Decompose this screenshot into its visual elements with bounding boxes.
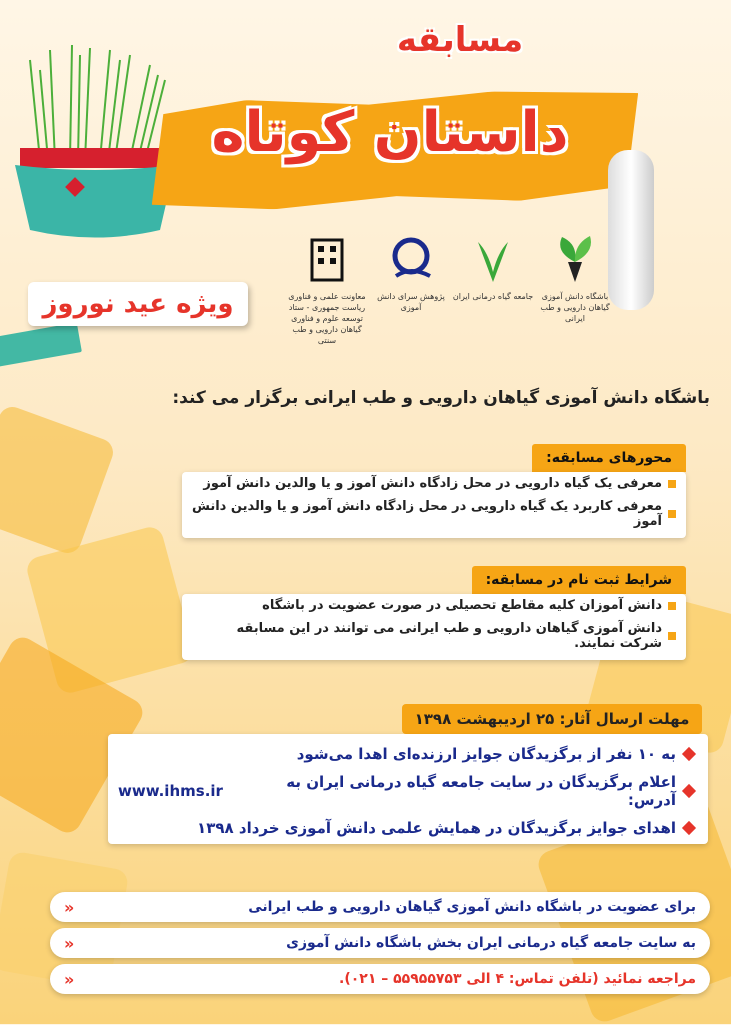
- footer-line: به سایت جامعه گیاه درمانی ایران بخش باشگاه دانش آموزی: [286, 935, 696, 951]
- list-item: دانش آموزان کلیه مقاطع تحصیلی در صورت عضویت در باشگاه: [182, 594, 686, 617]
- logo-society: جامعه گیاه درمانی ایران: [448, 232, 538, 302]
- bullet-icon: [668, 480, 676, 488]
- double-chevron-icon: «: [64, 897, 75, 917]
- footer-row: [50, 964, 710, 994]
- footer-line: مراجعه نمائید (تلفن تماس: ۴ الی ۵۵۹۵۵۷۵۳ – ۰۲۱).: [339, 971, 696, 987]
- building-logo-icon: [302, 232, 352, 288]
- bullet-icon: [668, 602, 676, 610]
- themes-box: [182, 472, 686, 538]
- decor-square: [0, 403, 117, 557]
- list-item: معرفی کاربرد یک گیاه دارویی در محل زادگاه دانش آموز و یا والدین دانش آموز: [182, 495, 686, 533]
- footer-row: [50, 892, 710, 922]
- bullet-icon: [668, 632, 676, 640]
- logo-research: پژوهش سرای دانش آموزی: [366, 232, 456, 313]
- swirl-logo-icon: [386, 232, 436, 288]
- title-short-story: داستان کوتاه: [211, 100, 569, 165]
- plant-logo-icon: [550, 232, 600, 288]
- bullet-icon: [668, 510, 676, 518]
- logo-vice-presidency: معاونت علمی و فناوری ریاست جمهوری - ستاد توسعه علوم و فناوری گیاهان دارویی و طب سنتی: [282, 232, 372, 346]
- double-chevron-icon: «: [64, 933, 75, 953]
- list-item: معرفی یک گیاه دارویی در محل زادگاه دانش آموز و یا والدین دانش آموز: [182, 472, 686, 495]
- conditions-box: [182, 594, 686, 660]
- list-item: دانش آموزی گیاهان دارویی و طب ایرانی می توانند در این مسابقه شرکت نمایند.: [182, 617, 686, 655]
- themes-title: محورهای مسابقه:: [532, 444, 686, 472]
- teal-ribbon: [0, 322, 82, 367]
- award-line: اهدای جوایز برگزیدگان در همایش علمی دانش آموزی خرداد ۱۳۹۸: [108, 814, 708, 842]
- nowruz-badge: ویژه عید نوروز: [28, 282, 248, 326]
- footer-line: برای عضویت در باشگاه دانش آموزی گیاهان دارویی و طب ایرانی: [248, 899, 696, 915]
- footer-row: [50, 928, 710, 958]
- site-url-link[interactable]: www.ihms.ir: [118, 782, 223, 800]
- host-line: باشگاه دانش آموزی گیاهان دارویی و طب ایرانی برگزار می کند:: [172, 388, 710, 408]
- award-line: به ۱۰ نفر از برگزیدگان جوایز ارزنده‌ای اهدا می‌شود: [108, 740, 708, 768]
- conditions-title: شرایط ثبت نام در مسابقه:: [472, 566, 686, 594]
- sabzeh-plant-icon: [10, 40, 180, 240]
- deadline-label: مهلت ارسال آثار: ۲۵ اردیبهشت ۱۳۹۸: [402, 704, 702, 734]
- awards-box: [108, 734, 708, 844]
- diamond-bullet-icon: [682, 821, 696, 835]
- double-chevron-icon: «: [64, 969, 75, 989]
- award-line: اعلام برگزیدگان در سایت جامعه گیاه درمانی ایران به آدرس: www.ihms.ir: [108, 768, 708, 814]
- logo-club: باشگاه دانش آموزی گیاهان دارویی و طب ایرانی: [530, 232, 620, 324]
- leaf-logo-icon: [468, 232, 518, 288]
- diamond-bullet-icon: [682, 784, 696, 798]
- diamond-bullet-icon: [682, 747, 696, 761]
- title-competition: مسابقه: [396, 20, 524, 60]
